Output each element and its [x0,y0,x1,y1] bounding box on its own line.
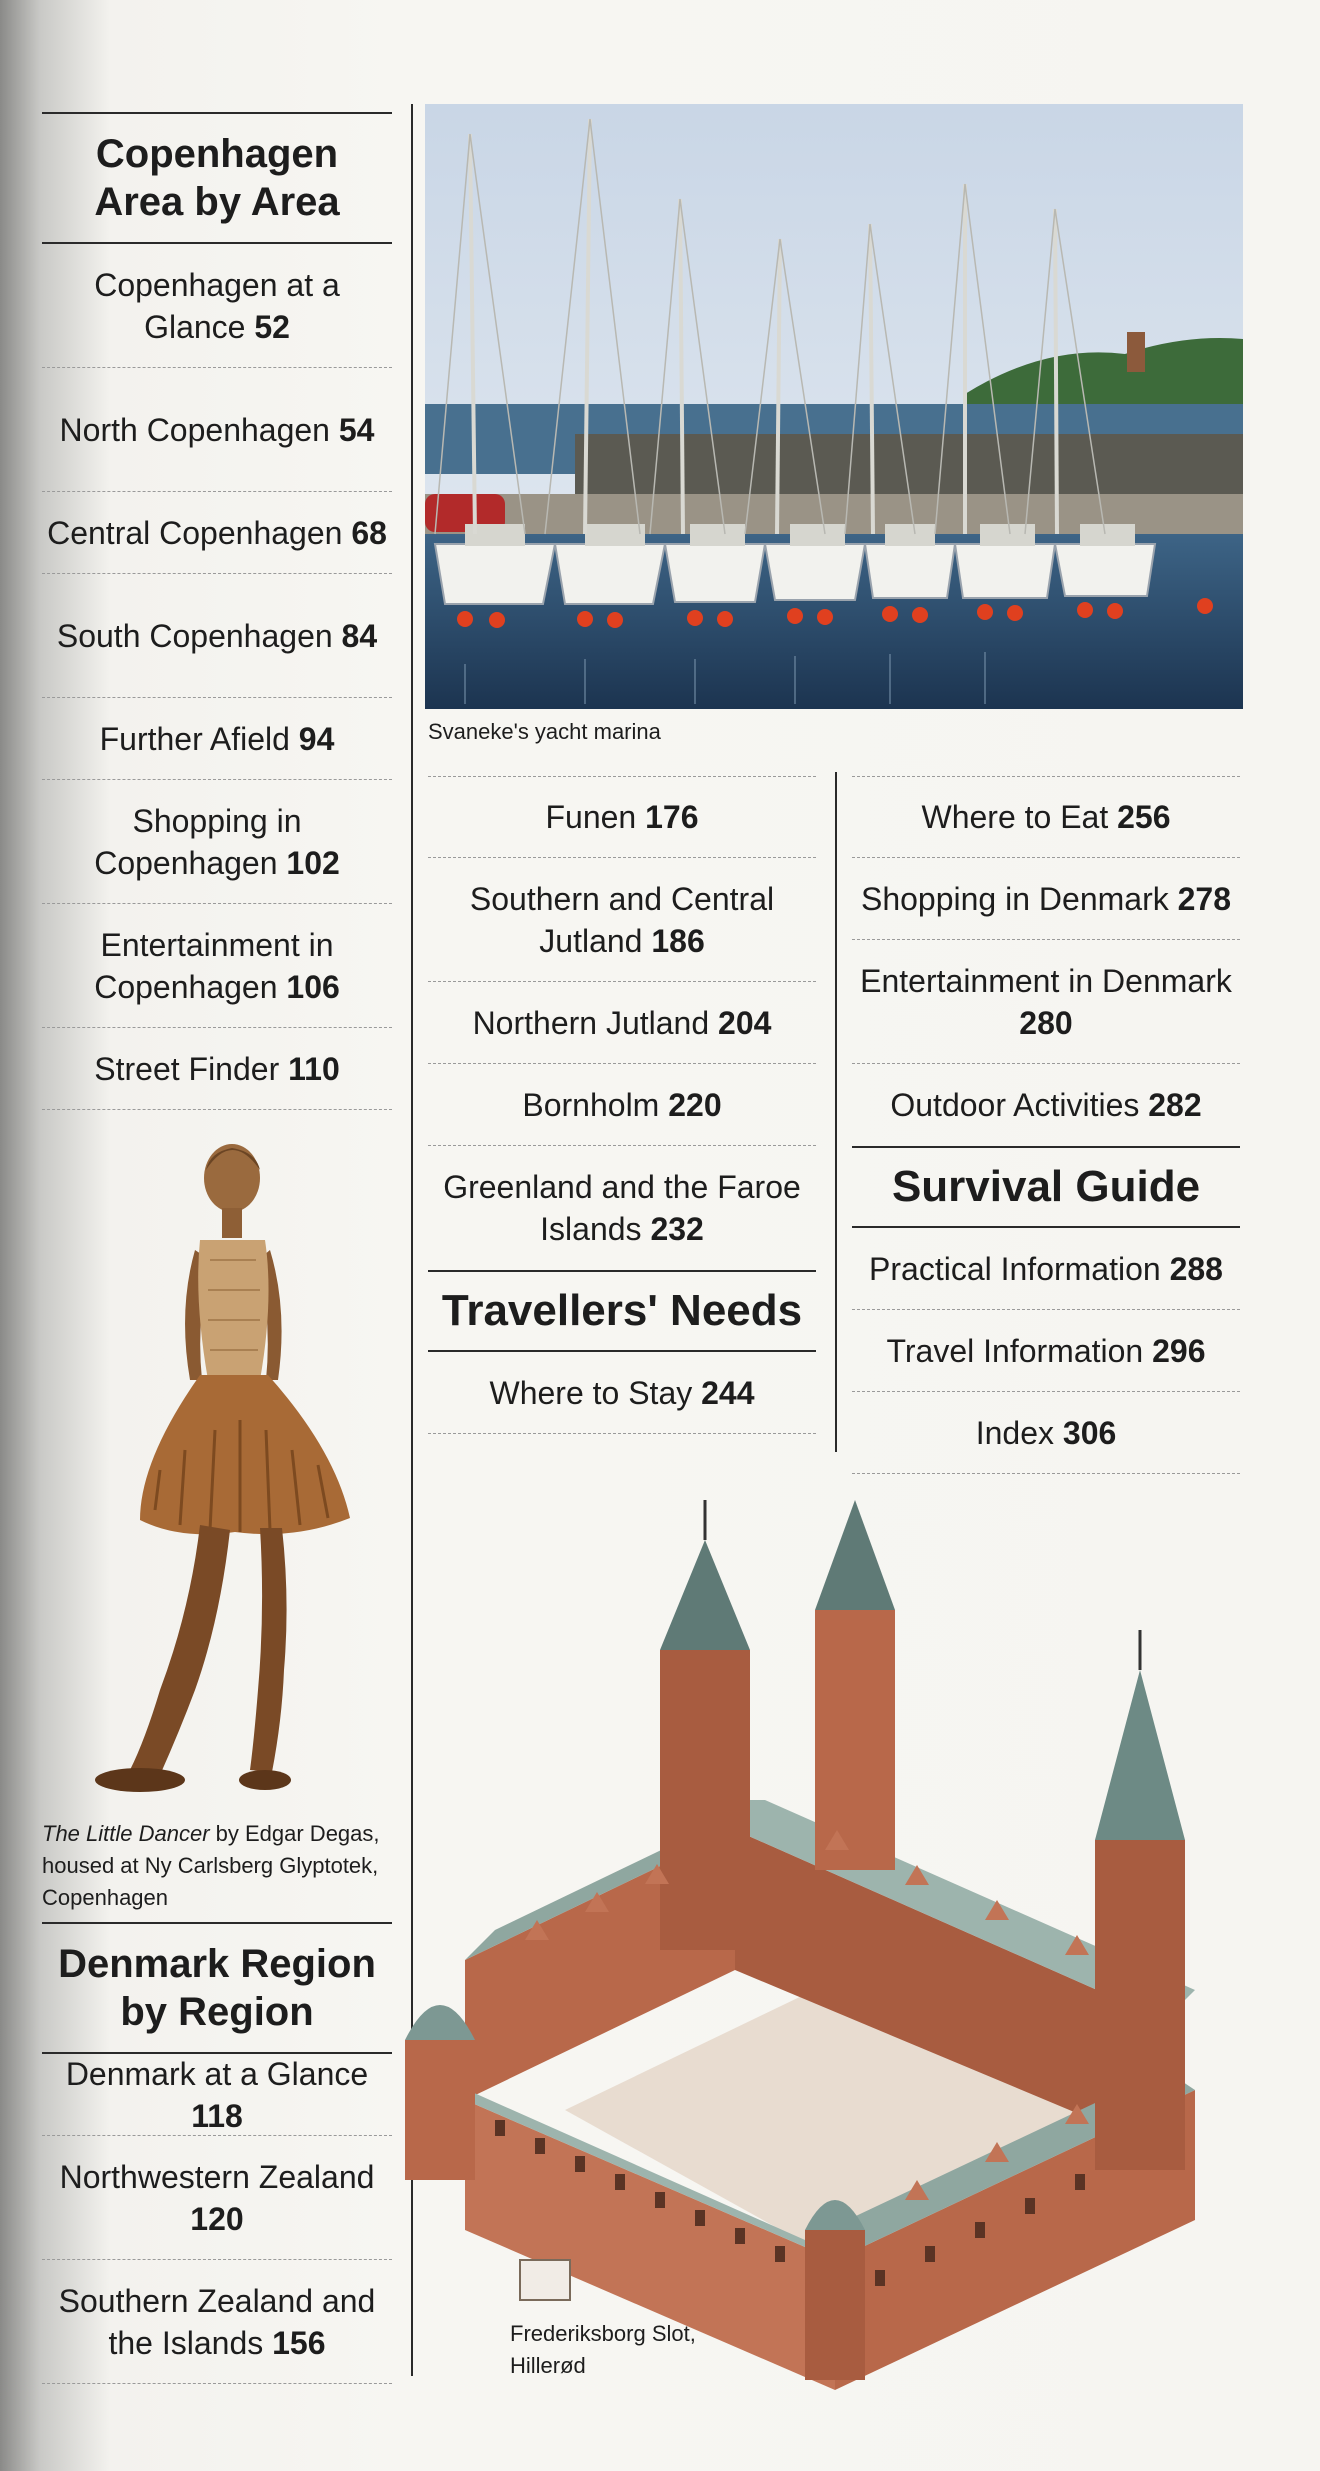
page-number: 296 [1152,1332,1206,1369]
toc-entry[interactable] [852,1392,1240,1474]
entry-title: Southern Zealand and the Islands [58,2282,376,2361]
caption-line: Frederiksborg Slot, [510,2321,696,2346]
page-number: 176 [645,799,699,835]
left-column [42,112,392,1110]
toc-entry[interactable] [852,776,1240,858]
caption-italic: The Little Dancer [42,1821,210,1846]
entry-title: Bornholm [522,1086,660,1123]
toc-entry[interactable] [852,1064,1240,1146]
middle-column [428,776,816,1434]
photo-caption: Svaneke's yacht marina [428,719,661,744]
section-heading-travellers-needs: Travellers' Needs [428,1270,816,1352]
page-number: 84 [341,617,378,654]
toc-entry[interactable] [42,1028,392,1110]
caption-text: by Edgar Degas, housed at Ny Carlsberg Glyptotek, Copenhagen [42,1821,380,1910]
toc-entry[interactable] [428,858,816,982]
page-number: 280 [1019,1004,1073,1041]
page-number: 52 [254,308,290,345]
entry-title: North Copenhagen [59,411,330,448]
entry-title: Shopping in Copenhagen [94,802,302,881]
entry-title: Funen [545,799,637,835]
page-number: 94 [298,720,335,757]
heading-line: Area by Area [94,180,340,224]
page-number: 54 [338,411,375,448]
page-number: 102 [286,844,340,881]
entry-title: Entertainment in Denmark [860,962,1232,999]
toc-entry[interactable] [42,244,392,368]
page-number: 186 [651,922,705,959]
toc-entry[interactable] [42,780,392,904]
heading-line: Copenhagen [95,132,339,176]
toc-entry[interactable] [428,776,816,858]
toc-entry[interactable] [852,1228,1240,1310]
heading-line: Denmark Region [58,1942,376,1986]
toc-entry[interactable] [852,858,1240,940]
toc-entry[interactable] [428,1146,816,1270]
toc-entry[interactable] [42,574,392,698]
section-heading-copenhagen [42,112,392,244]
entry-title: Travel Information [886,1332,1144,1369]
entry-title: Where to Stay [489,1374,693,1411]
page-number: 110 [288,1050,340,1087]
section-heading-survival-guide: Survival Guide [852,1146,1240,1228]
toc-entry[interactable] [42,698,392,780]
caption-line: Hillerød [510,2353,586,2378]
entry-title: Southern and Central Jutland [469,880,775,959]
entry-title: Entertainment in Copenhagen [94,926,334,1005]
entry-title: Outdoor Activities [890,1087,1140,1123]
left-column-lower [42,1922,392,2384]
dancer-caption [42,1818,402,1914]
toc-entry[interactable] [42,2054,392,2136]
entry-title: Shopping in Denmark [860,880,1169,917]
page-number: 282 [1148,1087,1202,1123]
entry-title: Where to Eat [921,799,1109,835]
toc-entry[interactable] [42,2136,392,2260]
right-column [852,776,1240,1474]
toc-entry[interactable] [428,1352,816,1434]
toc-entry[interactable] [852,1310,1240,1392]
entry-title: Practical Information [869,1250,1161,1287]
entry-title: Northern Jutland [472,1004,710,1041]
entry-title: Further Afield [99,720,290,757]
toc-entry[interactable] [428,1064,816,1146]
page-number: 68 [351,514,387,551]
toc-entry[interactable] [42,368,392,492]
heading-line: by Region [120,1990,314,2034]
toc-entry[interactable] [42,904,392,1028]
page-number: 232 [650,1211,704,1247]
page-number: 156 [272,2324,326,2361]
entry-title: Northwestern Zealand [59,2158,375,2195]
section-heading-denmark [42,1922,392,2054]
page-number: 306 [1062,1414,1117,1451]
toc-entry[interactable] [42,492,392,574]
entry-title: Central Copenhagen [47,514,343,551]
castle-caption [510,2318,770,2382]
page-number: 220 [668,1086,722,1123]
frederiksborg-castle-illustration [405,1500,1305,2390]
toc-entry[interactable] [852,940,1240,1064]
entry-title: Street Finder [94,1050,280,1087]
toc-entry[interactable] [428,982,816,1064]
entry-title: South Copenhagen [56,617,333,654]
yacht-marina-photo [425,104,1243,709]
page-number: 288 [1169,1250,1223,1287]
page-number: 244 [701,1374,755,1411]
little-dancer-sculpture [60,1130,360,1805]
page-number: 204 [718,1004,772,1041]
entry-title: Index [975,1414,1054,1451]
entry-title: Copenhagen at a Glance [94,266,340,345]
column-divider [835,772,837,1452]
page-number: 106 [286,968,340,1005]
entry-title: Denmark at a Glance [65,2055,369,2092]
entry-title: Greenland and the Faroe Islands [443,1169,801,1247]
toc-entry[interactable] [42,2260,392,2384]
page-number: 120 [190,2200,244,2237]
page-number: 256 [1117,799,1171,835]
page-number: 278 [1177,880,1231,917]
page-number: 118 [191,2097,243,2134]
